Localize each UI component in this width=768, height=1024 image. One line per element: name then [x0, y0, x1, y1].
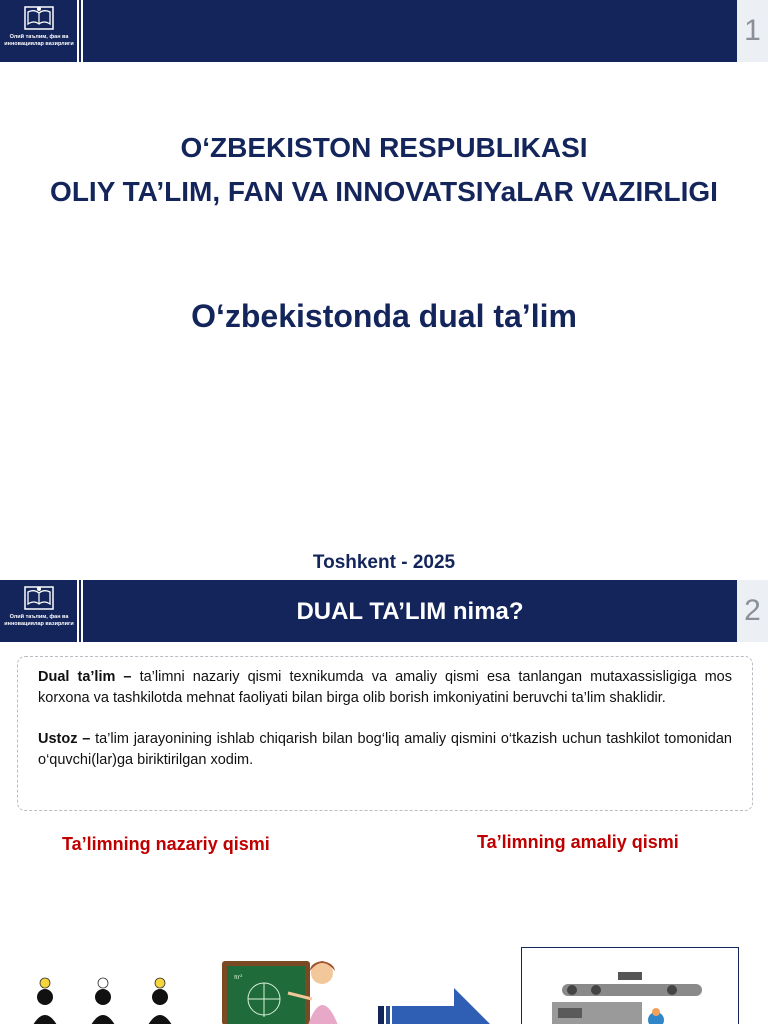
presentation-title: O‘zbekistonda dual ta’lim — [191, 298, 577, 334]
definition-term: Dual ta’lim – — [38, 669, 132, 685]
label-theory: Ta’limning nazariy qismi — [62, 834, 270, 854]
slide-2 — [0, 580, 768, 1024]
definition-dual — [38, 667, 732, 709]
definition-text: ta’lim jarayonining ishlab chiqarish bilan bog‘liq amaliy qismini o‘tkazish uchun tashkilot tomonidan o‘quvchi(lar)ga biriktirilgan xodim. — [38, 731, 732, 768]
book-emblem-icon — [24, 584, 54, 612]
svg-text:πr²: πr² — [234, 974, 243, 981]
slide-header — [0, 0, 768, 62]
ministry-logo — [0, 0, 77, 62]
slide-header — [0, 580, 768, 642]
students-icon — [30, 975, 190, 1024]
definition-term: Ustoz – — [38, 731, 91, 747]
title-line-1: O‘ZBEKISTON RESPUBLIKASI — [180, 132, 588, 163]
definitions-box — [17, 656, 753, 811]
logo-caption: Олий таълим, фан ва инновациялар вазирлиги — [4, 34, 74, 47]
logo-caption: Олий таълим, фан ва инновациялар вазирлиги — [4, 614, 74, 627]
header-bar — [83, 0, 737, 62]
practice-image-frame — [521, 947, 739, 1024]
label-practice: Ta’limning amaliy qismi — [477, 832, 679, 852]
ministry-title — [0, 126, 768, 214]
page-number: 1 — [737, 0, 768, 62]
title-line-2: OLIY TA’LIM, FAN VA INNOVATSIYaLAR VAZIRLIGI — [50, 176, 718, 207]
arrow-right-icon — [378, 988, 493, 1024]
page-number: 2 — [737, 580, 768, 642]
definition-text: ta’limni nazariy qismi texnikumda va amaliy qismi esa tanlangan mutaxassisligiga mos korxona va tashkilotda mehnat faoliyati bilan birga olib borish imkoniyatini beruvchi ta’lim shaklidir. — [38, 669, 732, 706]
teacher-board-icon — [222, 955, 347, 1024]
slide-title: DUAL TA’LIM nima? — [296, 598, 524, 625]
factory-machine-icon — [552, 968, 702, 1024]
book-emblem-icon — [24, 4, 54, 32]
definition-mentor — [38, 729, 732, 771]
place-and-year: Toshkent - 2025 — [312, 552, 456, 573]
ministry-logo — [0, 580, 77, 642]
